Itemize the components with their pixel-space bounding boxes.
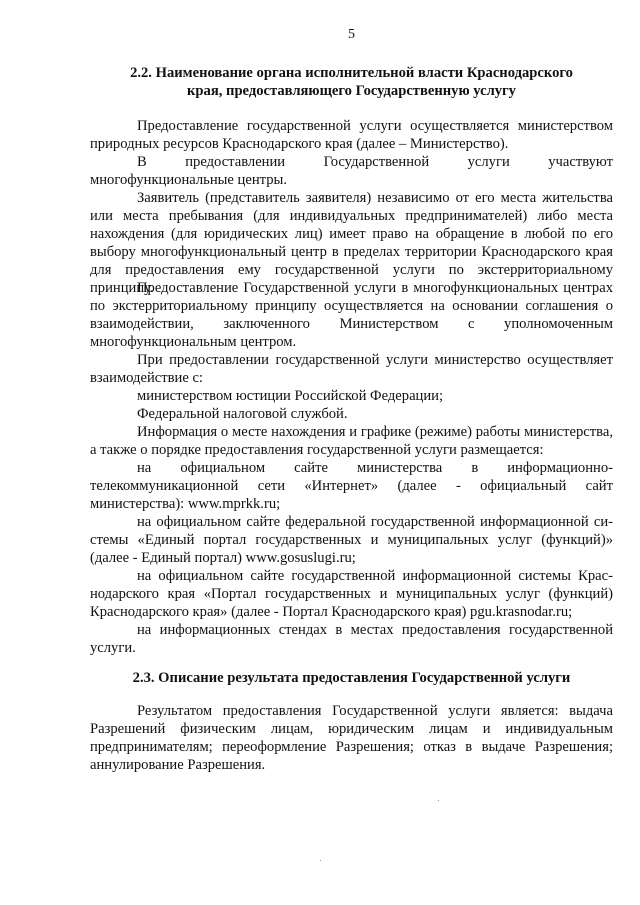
section-2-2-heading-line2: края, предоставляющего Государственную услугу (187, 83, 516, 99)
list-item-official-site: на официальном сайте министерства в информационно-телекоммуникационной сети «Интернет» (далее - официальный сайт министерства): www.mprkk.ru; (90, 460, 613, 512)
list-item-unified-portal: на официальном сайте федеральной государственной информационной си-стемы «Единый портал государственных и муниципальных услуг (функций)» (далее - Единый портал) www.gosuslugi.ru; (90, 514, 613, 566)
list-item-tax-service: Федеральной налоговой службой. (137, 406, 348, 422)
list-item-info-stands: на информационных стендах в местах предоставления государственной услуги. (90, 622, 613, 656)
paragraph-mfc-participation: В предоставлении Государственной услуги участвуют многофункциональные центры. (90, 154, 613, 188)
document-page (90, 0, 613, 905)
paragraph-interaction: При предоставлении государственной услуги министерство осуществляет взаимодействие с: (90, 352, 613, 386)
section-2-2-heading-line1: 2.2. Наименование органа исполнительной власти Краснодарского (130, 65, 573, 81)
page-number: 5 (348, 27, 355, 42)
paragraph-result: Результатом предоставления Государственной услуги является: выдача Разрешений физическим лицам, юридическим лицам и индивидуальным предпринимателям; переоформление Разрешения; отказ в выдаче Разрешения; аннулирование Разрешения. (90, 703, 613, 773)
paragraph-info-location: Информация о месте нахождения и графике (режиме) работы министерства, а также о порядке предоставления государственной услуги размещается: (90, 424, 613, 458)
paragraph-provider: Предоставление государственной услуги осуществляется министерством природных ресурсов Краснодарского края (далее – Министерство). (90, 118, 613, 152)
list-item-krasnodar-portal: на официальном сайте государственной информационной системы Крас-нодарского края «Портал государственных и муниципальных услуг (функций) Краснодарского края» (далее - Портал Краснодарского края) pgu.krasnodar.ru; (90, 568, 613, 620)
paragraph-applicant-rights: Заявитель (представитель заявителя) независимо от его места жительства или места пребывания (для индивидуальных предпринимателей) либо места нахождения (для юридических лиц) имеет право на обращение в любой по его выбору многофункциональный центр в пределах территории Краснодарского края для предоставления ему государственной услуги по экстерриториальному принципу. (90, 190, 613, 296)
scan-speck (438, 800, 439, 801)
section-2-3-heading: 2.3. Описание результата предоставления Государственной услуги (132, 670, 571, 686)
scan-speck (320, 860, 321, 861)
list-item-justice-ministry: министерством юстиции Российской Федерации; (137, 388, 444, 404)
section-2-2-heading (90, 64, 613, 100)
paragraph-extraterritorial: Предоставление Государственной услуги в многофункциональных центрах по экстерриториальному принципу осуществляется на основании соглашения о взаимодействии, заключенного Министерством с уполномоченным многофункциональным центром. (90, 280, 613, 350)
